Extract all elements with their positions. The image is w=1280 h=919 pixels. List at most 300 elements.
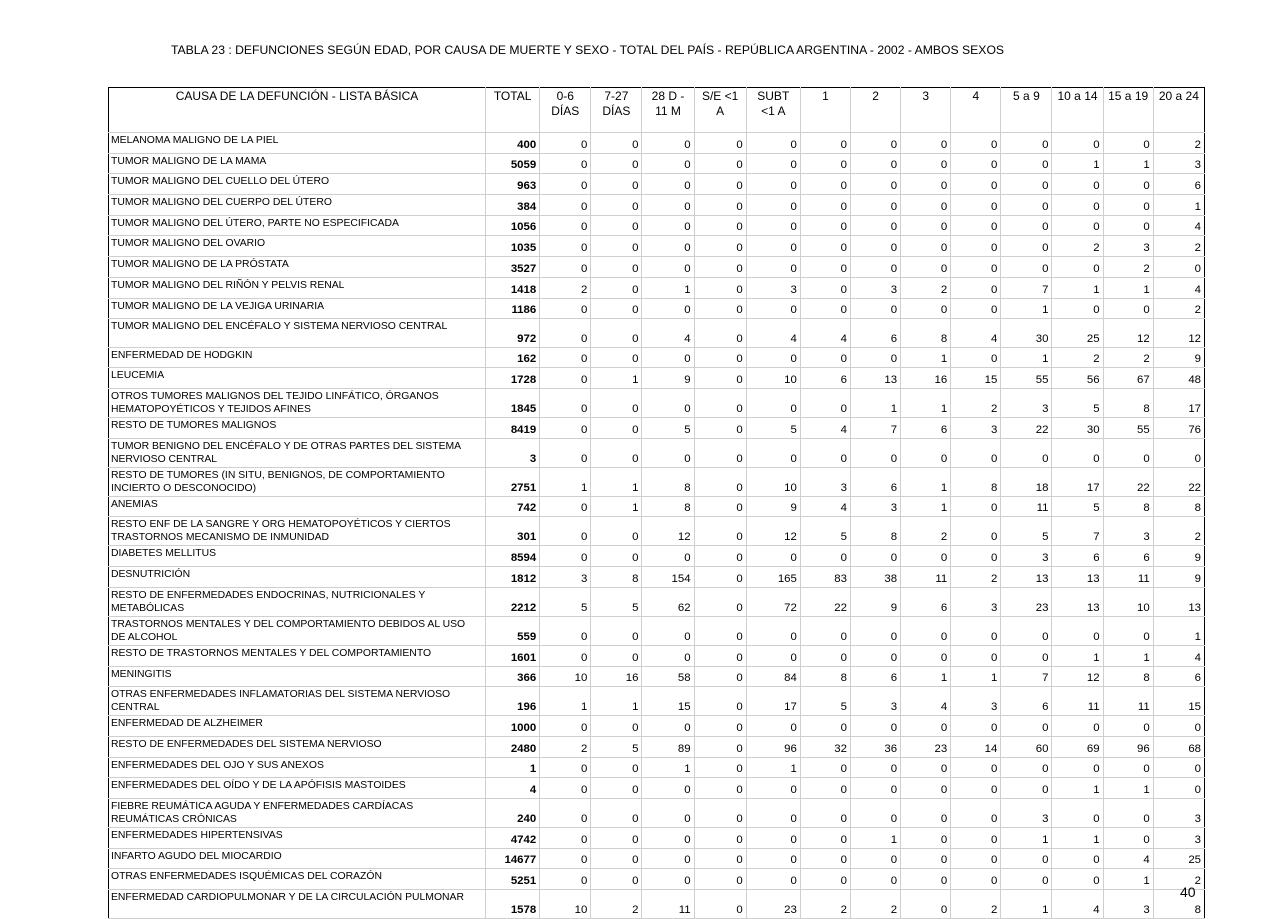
value-cell: 1: [1153, 616, 1204, 645]
value-cell: 0: [746, 174, 800, 195]
table-row: [109, 890, 1205, 919]
value-cell: 0: [694, 389, 746, 418]
total-cell: 1000: [486, 716, 540, 737]
total-cell: 5059: [486, 153, 540, 174]
table-row: [109, 389, 1205, 418]
value-cell: 1: [591, 467, 642, 496]
value-cell: 2: [951, 890, 1001, 919]
value-cell: 0: [951, 848, 1001, 869]
value-cell: 4: [1052, 890, 1103, 919]
value-cell: 0: [800, 645, 850, 666]
value-cell: 0: [951, 517, 1001, 546]
value-cell: 0: [951, 438, 1001, 467]
value-cell: 0: [642, 798, 694, 827]
value-cell: 0: [540, 174, 591, 195]
total-cell: 1728: [486, 368, 540, 389]
total-cell: 5251: [486, 869, 540, 890]
cause-cell: TRASTORNOS MENTALES Y DEL COMPORTAMIENTO DEBIDOS AL USO DE ALCOHOL: [109, 616, 486, 645]
value-cell: 68: [1153, 736, 1204, 757]
value-cell: 0: [1001, 438, 1052, 467]
table-row: [109, 517, 1205, 546]
value-cell: 0: [850, 546, 900, 567]
header-row: [109, 88, 1205, 133]
value-cell: 89: [642, 736, 694, 757]
value-cell: 0: [540, 757, 591, 778]
value-cell: 9: [1153, 546, 1204, 567]
value-cell: 0: [901, 174, 951, 195]
value-cell: 0: [850, 616, 900, 645]
value-cell: 0: [540, 319, 591, 348]
table-row: [109, 827, 1205, 848]
value-cell: 12: [1103, 319, 1153, 348]
value-cell: 0: [800, 546, 850, 567]
value-cell: 9: [746, 496, 800, 517]
value-cell: 11: [1052, 687, 1103, 716]
table-row: [109, 567, 1205, 588]
value-cell: 2: [1153, 298, 1204, 319]
value-cell: 13: [850, 368, 900, 389]
cause-cell: DESNUTRICIÓN: [109, 567, 486, 588]
value-cell: 13: [1001, 567, 1052, 588]
header-age-12: 10 a 14: [1052, 88, 1103, 133]
value-cell: 1: [901, 467, 951, 496]
table-row: [109, 666, 1205, 687]
value-cell: 0: [694, 869, 746, 890]
value-cell: 0: [1001, 236, 1052, 257]
value-cell: 0: [591, 215, 642, 236]
value-cell: 0: [850, 757, 900, 778]
value-cell: 13: [1153, 587, 1204, 616]
value-cell: 0: [540, 418, 591, 439]
value-cell: 0: [642, 716, 694, 737]
value-cell: 8: [850, 517, 900, 546]
value-cell: 3: [1153, 153, 1204, 174]
value-cell: 3: [800, 467, 850, 496]
value-cell: 0: [1052, 257, 1103, 278]
table-row: [109, 418, 1205, 439]
total-cell: 384: [486, 195, 540, 216]
cause-cell: MELANOMA MALIGNO DE LA PIEL: [109, 133, 486, 154]
value-cell: 0: [1153, 778, 1204, 799]
value-cell: 0: [642, 778, 694, 799]
value-cell: 8: [901, 319, 951, 348]
value-cell: 2: [1052, 236, 1103, 257]
value-cell: 0: [694, 736, 746, 757]
value-cell: 0: [746, 215, 800, 236]
table-row: [109, 438, 1205, 467]
value-cell: 6: [850, 666, 900, 687]
cause-cell: ENFERMEDADES HIPERTENSIVAS: [109, 827, 486, 848]
value-cell: 0: [694, 298, 746, 319]
value-cell: 0: [901, 546, 951, 567]
value-cell: 0: [591, 153, 642, 174]
value-cell: 0: [800, 389, 850, 418]
total-cell: 972: [486, 319, 540, 348]
header-age-7: 1: [800, 88, 850, 133]
cause-cell: ANEMIAS: [109, 496, 486, 517]
value-cell: 0: [901, 153, 951, 174]
value-cell: 0: [746, 257, 800, 278]
value-cell: 55: [1103, 418, 1153, 439]
value-cell: 0: [1103, 133, 1153, 154]
value-cell: 8: [1103, 389, 1153, 418]
table-row: [109, 757, 1205, 778]
value-cell: 12: [1052, 666, 1103, 687]
cause-cell: TUMOR MALIGNO DEL ÚTERO, PARTE NO ESPECIFICADA: [109, 215, 486, 236]
value-cell: 0: [746, 869, 800, 890]
cause-cell: TUMOR BENIGNO DEL ENCÉFALO Y DE OTRAS PARTES DEL SISTEMA NERVIOSO CENTRAL: [109, 438, 486, 467]
table-row: [109, 174, 1205, 195]
value-cell: 0: [591, 133, 642, 154]
total-cell: 301: [486, 517, 540, 546]
value-cell: 0: [746, 778, 800, 799]
value-cell: 0: [951, 778, 1001, 799]
value-cell: 0: [694, 368, 746, 389]
table-row: [109, 496, 1205, 517]
value-cell: 0: [1103, 716, 1153, 737]
table-row: [109, 716, 1205, 737]
value-cell: 17: [1153, 389, 1204, 418]
value-cell: 0: [642, 869, 694, 890]
value-cell: 0: [746, 298, 800, 319]
value-cell: 17: [746, 687, 800, 716]
value-cell: 0: [746, 389, 800, 418]
total-cell: 1035: [486, 236, 540, 257]
value-cell: 0: [591, 645, 642, 666]
value-cell: 7: [1001, 277, 1052, 298]
value-cell: 2: [1153, 133, 1204, 154]
value-cell: 2: [850, 890, 900, 919]
value-cell: 0: [694, 153, 746, 174]
value-cell: 1: [591, 687, 642, 716]
value-cell: 0: [1001, 716, 1052, 737]
value-cell: 0: [951, 195, 1001, 216]
cause-cell: ENFERMEDAD DE HODGKIN: [109, 347, 486, 368]
value-cell: 0: [746, 848, 800, 869]
value-cell: 0: [746, 616, 800, 645]
value-cell: 5: [800, 687, 850, 716]
value-cell: 4: [1153, 215, 1204, 236]
table-body: [109, 133, 1205, 919]
value-cell: 1: [1103, 277, 1153, 298]
value-cell: 0: [800, 133, 850, 154]
value-cell: 0: [642, 257, 694, 278]
value-cell: 0: [800, 798, 850, 827]
value-cell: 36: [850, 736, 900, 757]
value-cell: 3: [1103, 236, 1153, 257]
value-cell: 1: [951, 666, 1001, 687]
value-cell: 0: [901, 195, 951, 216]
value-cell: 0: [591, 347, 642, 368]
value-cell: 8: [642, 467, 694, 496]
value-cell: 0: [540, 616, 591, 645]
value-cell: 1: [1001, 827, 1052, 848]
value-cell: 0: [694, 666, 746, 687]
value-cell: 3: [1001, 389, 1052, 418]
value-cell: 0: [642, 438, 694, 467]
value-cell: 4: [1153, 277, 1204, 298]
page-number: 40: [1180, 884, 1196, 900]
value-cell: 0: [901, 827, 951, 848]
cause-cell: TUMOR MALIGNO DE LA PRÓSTATA: [109, 257, 486, 278]
value-cell: 6: [1001, 687, 1052, 716]
value-cell: 0: [591, 517, 642, 546]
value-cell: 0: [642, 133, 694, 154]
value-cell: 3: [1103, 517, 1153, 546]
value-cell: 22: [800, 587, 850, 616]
value-cell: 3: [951, 418, 1001, 439]
value-cell: 0: [1103, 215, 1153, 236]
value-cell: 0: [800, 277, 850, 298]
value-cell: 2: [1153, 517, 1204, 546]
header-total: TOTAL: [486, 88, 540, 133]
value-cell: 0: [850, 798, 900, 827]
header-cause: CAUSA DE LA DEFUNCIÓN - LISTA BÁSICA: [109, 88, 486, 133]
value-cell: 0: [746, 546, 800, 567]
value-cell: 22: [1103, 467, 1153, 496]
total-cell: 2751: [486, 467, 540, 496]
value-cell: 0: [951, 616, 1001, 645]
value-cell: 0: [800, 347, 850, 368]
value-cell: 0: [901, 215, 951, 236]
value-cell: 6: [1153, 174, 1204, 195]
value-cell: 10: [540, 890, 591, 919]
value-cell: 0: [591, 716, 642, 737]
value-cell: 0: [591, 848, 642, 869]
value-cell: 0: [1153, 438, 1204, 467]
value-cell: 0: [1103, 827, 1153, 848]
total-cell: 1: [486, 757, 540, 778]
value-cell: 0: [540, 798, 591, 827]
value-cell: 0: [800, 153, 850, 174]
value-cell: 0: [1001, 195, 1052, 216]
value-cell: 0: [850, 778, 900, 799]
value-cell: 1: [901, 389, 951, 418]
table-row: [109, 298, 1205, 319]
value-cell: 154: [642, 567, 694, 588]
value-cell: 4: [1103, 848, 1153, 869]
header-age-3: 7-27 DÍAS: [591, 88, 642, 133]
cause-cell: ENFERMEDADES DEL OÍDO Y DE LA APÓFISIS MASTOIDES: [109, 778, 486, 799]
value-cell: 0: [694, 418, 746, 439]
value-cell: 0: [901, 645, 951, 666]
value-cell: 0: [540, 133, 591, 154]
value-cell: 1: [642, 757, 694, 778]
value-cell: 0: [694, 757, 746, 778]
total-cell: 1056: [486, 215, 540, 236]
value-cell: 0: [800, 827, 850, 848]
value-cell: 0: [1103, 174, 1153, 195]
value-cell: 0: [951, 716, 1001, 737]
value-cell: 0: [850, 195, 900, 216]
value-cell: 0: [694, 174, 746, 195]
value-cell: 0: [951, 827, 1001, 848]
value-cell: 0: [540, 438, 591, 467]
value-cell: 5: [1052, 496, 1103, 517]
value-cell: 15: [1153, 687, 1204, 716]
value-cell: 0: [694, 319, 746, 348]
value-cell: 16: [591, 666, 642, 687]
value-cell: 0: [901, 778, 951, 799]
value-cell: 0: [694, 215, 746, 236]
total-cell: 196: [486, 687, 540, 716]
value-cell: 1: [901, 666, 951, 687]
value-cell: 0: [642, 195, 694, 216]
value-cell: 2: [540, 736, 591, 757]
value-cell: 0: [540, 298, 591, 319]
value-cell: 0: [746, 195, 800, 216]
value-cell: 0: [901, 890, 951, 919]
table-row: [109, 869, 1205, 890]
table-row: [109, 848, 1205, 869]
value-cell: 0: [591, 757, 642, 778]
value-cell: 22: [1001, 418, 1052, 439]
value-cell: 0: [951, 215, 1001, 236]
value-cell: 0: [901, 869, 951, 890]
value-cell: 1: [1103, 778, 1153, 799]
value-cell: 165: [746, 567, 800, 588]
value-cell: 5: [540, 587, 591, 616]
cause-cell: FIEBRE REUMÁTICA AGUDA Y ENFERMEDADES CARDÍACAS REUMÁTICAS CRÓNICAS: [109, 798, 486, 827]
value-cell: 0: [746, 236, 800, 257]
total-cell: 4742: [486, 827, 540, 848]
value-cell: 0: [800, 174, 850, 195]
value-cell: 25: [1153, 848, 1204, 869]
cause-cell: RESTO DE TRASTORNOS MENTALES Y DEL COMPORTAMIENTO: [109, 645, 486, 666]
total-cell: 963: [486, 174, 540, 195]
value-cell: 0: [591, 236, 642, 257]
value-cell: 0: [850, 133, 900, 154]
value-cell: 0: [694, 347, 746, 368]
value-cell: 0: [1001, 133, 1052, 154]
table-row: [109, 645, 1205, 666]
value-cell: 0: [901, 236, 951, 257]
value-cell: 6: [901, 587, 951, 616]
value-cell: 11: [1001, 496, 1052, 517]
cause-cell: ENFERMEDADES DEL OJO Y SUS ANEXOS: [109, 757, 486, 778]
cause-cell: RESTO DE ENFERMEDADES DEL SISTEMA NERVIOSO: [109, 736, 486, 757]
value-cell: 3: [951, 587, 1001, 616]
value-cell: 8: [1153, 496, 1204, 517]
value-cell: 0: [591, 546, 642, 567]
value-cell: 3: [850, 496, 900, 517]
value-cell: 0: [1052, 174, 1103, 195]
value-cell: 1: [850, 827, 900, 848]
cause-cell: RESTO ENF DE LA SANGRE Y ORG HEMATOPOYÉTICOS Y CIERTOS TRASTORNOS MECANISMO DE INMUNIDAD: [109, 517, 486, 546]
value-cell: 3: [1001, 546, 1052, 567]
value-cell: 0: [642, 174, 694, 195]
value-cell: 4: [642, 319, 694, 348]
value-cell: 0: [540, 869, 591, 890]
value-cell: 9: [1153, 567, 1204, 588]
value-cell: 4: [800, 496, 850, 517]
table-row: [109, 467, 1205, 496]
cause-cell: TUMOR MALIGNO DEL ENCÉFALO Y SISTEMA NERVIOSO CENTRAL: [109, 319, 486, 348]
value-cell: 0: [800, 848, 850, 869]
value-cell: 25: [1052, 319, 1103, 348]
value-cell: 8: [642, 496, 694, 517]
value-cell: 0: [694, 496, 746, 517]
value-cell: 0: [951, 174, 1001, 195]
value-cell: 14: [951, 736, 1001, 757]
value-cell: 0: [951, 546, 1001, 567]
value-cell: 1: [1052, 277, 1103, 298]
value-cell: 0: [1052, 133, 1103, 154]
value-cell: 15: [951, 368, 1001, 389]
header-age-14: 20 a 24: [1153, 88, 1204, 133]
value-cell: 6: [800, 368, 850, 389]
value-cell: 0: [591, 798, 642, 827]
value-cell: 0: [642, 827, 694, 848]
value-cell: 0: [901, 298, 951, 319]
value-cell: 4: [800, 319, 850, 348]
total-cell: 2480: [486, 736, 540, 757]
value-cell: 0: [850, 347, 900, 368]
table-row: [109, 319, 1205, 348]
table-row: [109, 257, 1205, 278]
value-cell: 1: [1103, 153, 1153, 174]
value-cell: 0: [746, 645, 800, 666]
value-cell: 0: [591, 438, 642, 467]
value-cell: 0: [800, 236, 850, 257]
value-cell: 0: [800, 438, 850, 467]
value-cell: 0: [694, 778, 746, 799]
value-cell: 0: [901, 133, 951, 154]
value-cell: 0: [1052, 438, 1103, 467]
value-cell: 2: [951, 567, 1001, 588]
value-cell: 11: [901, 567, 951, 588]
value-cell: 5: [591, 736, 642, 757]
cause-cell: DIABETES MELLITUS: [109, 546, 486, 567]
value-cell: 9: [642, 368, 694, 389]
value-cell: 56: [1052, 368, 1103, 389]
value-cell: 0: [746, 438, 800, 467]
value-cell: 0: [694, 890, 746, 919]
value-cell: 1: [901, 496, 951, 517]
value-cell: 12: [746, 517, 800, 546]
value-cell: 84: [746, 666, 800, 687]
value-cell: 0: [540, 716, 591, 737]
value-cell: 0: [901, 616, 951, 645]
cause-cell: ENFERMEDAD CARDIOPULMONAR Y DE LA CIRCULACIÓN PULMONAR: [109, 890, 486, 919]
value-cell: 0: [951, 798, 1001, 827]
value-cell: 0: [642, 236, 694, 257]
value-cell: 0: [746, 347, 800, 368]
value-cell: 0: [850, 298, 900, 319]
value-cell: 0: [694, 133, 746, 154]
value-cell: 30: [1052, 418, 1103, 439]
value-cell: 0: [1153, 757, 1204, 778]
value-cell: 0: [901, 757, 951, 778]
header-age-8: 2: [850, 88, 900, 133]
value-cell: 0: [800, 195, 850, 216]
value-cell: 1: [1103, 869, 1153, 890]
value-cell: 0: [540, 347, 591, 368]
value-cell: 3: [1153, 827, 1204, 848]
value-cell: 0: [694, 257, 746, 278]
value-cell: 0: [642, 546, 694, 567]
value-cell: 0: [694, 236, 746, 257]
value-cell: 0: [1001, 215, 1052, 236]
value-cell: 4: [1153, 645, 1204, 666]
value-cell: 0: [1052, 869, 1103, 890]
value-cell: 0: [591, 195, 642, 216]
value-cell: 0: [901, 257, 951, 278]
value-cell: 5: [591, 587, 642, 616]
table-row: [109, 798, 1205, 827]
value-cell: 0: [540, 778, 591, 799]
table-row: [109, 616, 1205, 645]
